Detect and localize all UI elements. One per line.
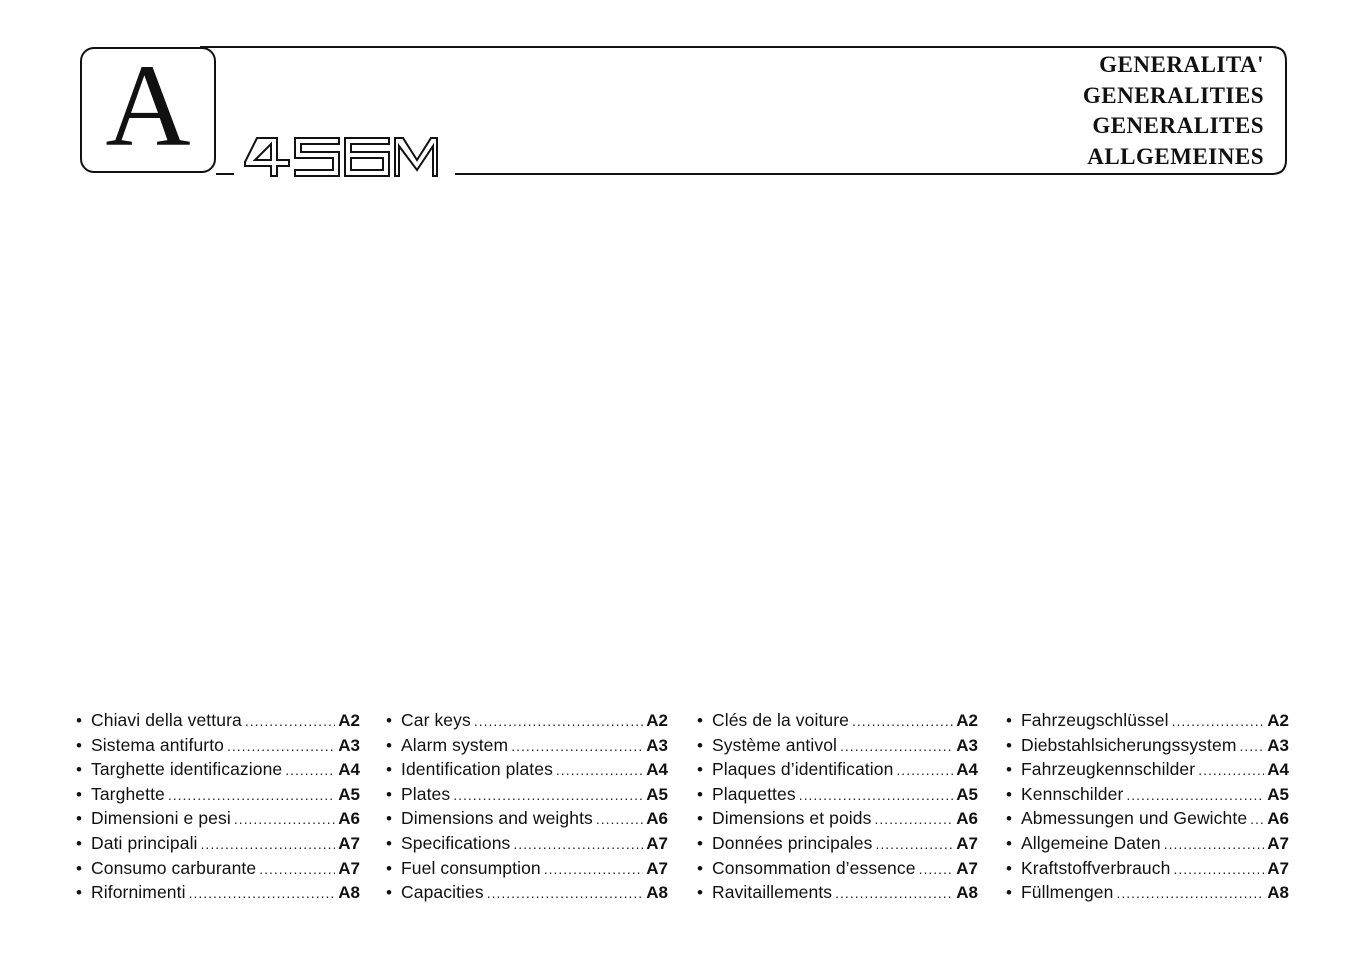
bullet-icon: • <box>386 809 392 829</box>
dot-leader <box>544 857 644 882</box>
toc-item-page-ref: A3 <box>646 735 668 755</box>
toc-item[interactable] <box>76 757 360 782</box>
bullet-icon: • <box>386 883 392 903</box>
title-en: GENERALITIES <box>1082 82 1264 108</box>
dot-leader <box>474 709 643 734</box>
bullet-icon: • <box>1006 784 1012 804</box>
toc-item[interactable] <box>1006 880 1289 905</box>
toc-item[interactable] <box>386 733 668 758</box>
toc-item-label: Fahrzeugkennschilder <box>1021 759 1196 780</box>
dot-leader <box>875 832 953 857</box>
toc-item-page-ref: A7 <box>956 833 978 853</box>
dot-leader <box>852 709 953 734</box>
dot-leader <box>1126 783 1264 808</box>
bullet-icon: • <box>386 760 392 780</box>
toc-item-label: Données principales <box>712 832 873 853</box>
toc-item-page-ref: A4 <box>956 760 978 780</box>
toc-item-label: Kraftstoffverbrauch <box>1021 857 1171 878</box>
toc-item-label: Consumo carburante <box>91 857 257 878</box>
toc-item[interactable] <box>1006 856 1289 881</box>
toc-item[interactable] <box>1006 733 1289 758</box>
dot-leader <box>1116 881 1264 906</box>
bullet-icon: • <box>697 784 703 804</box>
toc-item[interactable] <box>386 831 668 856</box>
toc-item-page-ref: A8 <box>1267 883 1289 903</box>
toc-item-label: Identification plates <box>401 759 553 780</box>
toc-item-label: Sistema antifurto <box>91 734 225 755</box>
toc-item-label: Diebstahlsicherungssystem <box>1021 734 1237 755</box>
dot-leader <box>511 734 643 759</box>
toc-column-fr <box>697 708 978 905</box>
toc-item[interactable] <box>1006 782 1289 807</box>
dot-leader <box>513 832 643 857</box>
dot-leader <box>259 857 335 882</box>
toc-item[interactable] <box>386 757 668 782</box>
toc-item-page-ref: A7 <box>338 858 360 878</box>
dot-leader <box>1164 832 1265 857</box>
toc-item-page-ref: A8 <box>338 883 360 903</box>
dot-leader <box>168 783 335 808</box>
toc-item[interactable] <box>697 806 978 831</box>
toc-item-page-ref: A7 <box>646 833 668 853</box>
toc-item-label: Plaquettes <box>712 783 796 804</box>
section-title-stack <box>1083 50 1264 172</box>
toc-item-page-ref: A4 <box>646 760 668 780</box>
model-logo <box>243 136 439 178</box>
toc-column-en <box>386 708 668 905</box>
bullet-icon: • <box>697 833 703 853</box>
toc-item[interactable] <box>697 757 978 782</box>
dot-leader <box>1173 857 1264 882</box>
toc-item-label: Dimensioni e pesi <box>91 808 231 829</box>
bullet-icon: • <box>697 858 703 878</box>
dot-leader <box>874 807 953 832</box>
toc-item-label: Dimensions and weights <box>401 808 593 829</box>
bullet-icon: • <box>1006 760 1012 780</box>
toc-item-label: Allgemeine Daten <box>1021 832 1161 853</box>
dot-leader <box>556 758 643 783</box>
toc-item[interactable] <box>386 782 668 807</box>
toc-item[interactable] <box>76 806 360 831</box>
toc-item-page-ref: A3 <box>956 735 978 755</box>
bullet-icon: • <box>386 784 392 804</box>
toc-item-page-ref: A6 <box>1267 809 1289 829</box>
bullet-icon: • <box>1006 711 1012 730</box>
section-letter: A <box>105 40 191 171</box>
dot-leader <box>487 881 644 906</box>
bullet-icon: • <box>76 711 82 730</box>
toc-item-page-ref: A3 <box>1267 735 1289 755</box>
bullet-icon: • <box>1006 809 1012 829</box>
toc-item-label: Plates <box>401 783 451 804</box>
bullet-icon: • <box>76 858 82 878</box>
toc-item-label: Targhette <box>91 783 165 804</box>
toc-item-label: Fuel consumption <box>401 857 541 878</box>
bullet-icon: • <box>76 784 82 804</box>
bullet-icon: • <box>76 809 82 829</box>
dot-leader <box>189 881 336 906</box>
dot-leader <box>245 709 335 734</box>
toc-item-page-ref: A2 <box>956 711 978 730</box>
toc-item-label: Clés de la voiture <box>712 710 850 730</box>
bullet-icon: • <box>697 883 703 903</box>
toc-item-label: Chiavi della vettura <box>91 710 242 730</box>
toc-item-page-ref: A5 <box>956 784 978 804</box>
title-it: GENERALITA' <box>1099 52 1264 77</box>
dot-leader <box>453 783 643 808</box>
toc-item-page-ref: A3 <box>338 735 360 755</box>
dot-leader <box>835 881 953 906</box>
toc-item-page-ref: A8 <box>956 883 978 903</box>
table-of-contents <box>76 708 1291 908</box>
toc-item-label: Specifications <box>401 832 511 853</box>
bullet-icon: • <box>1006 858 1012 878</box>
dot-leader <box>919 857 954 882</box>
toc-item-page-ref: A5 <box>646 784 668 804</box>
toc-item-label: Système antivol <box>712 734 838 755</box>
section-letter-box <box>80 40 216 173</box>
toc-item-page-ref: A8 <box>646 883 668 903</box>
toc-item-page-ref: A7 <box>1267 833 1289 853</box>
toc-item-page-ref: A7 <box>338 833 360 853</box>
dot-leader <box>1240 734 1265 759</box>
dot-leader <box>1198 758 1264 783</box>
toc-item-label: Car keys <box>401 710 471 730</box>
bullet-icon: • <box>386 833 392 853</box>
toc-item[interactable] <box>386 880 668 905</box>
toc-item[interactable] <box>1006 757 1289 782</box>
toc-item[interactable] <box>386 708 668 733</box>
toc-item-label: Targhette identificazione <box>91 759 283 780</box>
toc-item-page-ref: A6 <box>646 809 668 829</box>
toc-item-label: Dati principali <box>91 832 198 853</box>
toc-item-label: Consommation d’essence <box>712 857 916 878</box>
toc-item-label: Fahrzeugschlüssel <box>1021 710 1169 730</box>
toc-item-label: Abmessungen und Gewichte <box>1021 808 1248 829</box>
toc-item-page-ref: A7 <box>956 858 978 878</box>
bullet-icon: • <box>386 711 392 730</box>
bullet-icon: • <box>697 809 703 829</box>
bullet-icon: • <box>76 883 82 903</box>
toc-item[interactable] <box>76 856 360 881</box>
bullet-icon: • <box>76 833 82 853</box>
toc-item-page-ref: A2 <box>338 711 360 730</box>
toc-item[interactable] <box>1006 708 1289 733</box>
toc-item[interactable] <box>76 831 360 856</box>
dot-leader <box>227 734 335 759</box>
dot-leader <box>285 758 335 783</box>
toc-item[interactable] <box>76 782 360 807</box>
toc-item-label: Dimensions et poids <box>712 808 872 829</box>
toc-item-label: Ravitaillements <box>712 882 833 903</box>
toc-item-label: Rifornimenti <box>91 882 186 903</box>
bullet-icon: • <box>386 858 392 878</box>
toc-item[interactable] <box>697 880 978 905</box>
dot-leader <box>799 783 954 808</box>
toc-item-page-ref: A4 <box>338 760 360 780</box>
dot-leader <box>840 734 953 759</box>
toc-item[interactable] <box>76 733 360 758</box>
title-fr: GENERALITES <box>1092 113 1264 138</box>
toc-item-label: Alarm system <box>401 734 509 755</box>
toc-item[interactable] <box>697 856 978 881</box>
toc-item[interactable] <box>1006 806 1289 831</box>
bullet-icon: • <box>76 735 82 755</box>
dot-leader <box>201 832 336 857</box>
bullet-icon: • <box>76 760 82 780</box>
dot-leader <box>596 807 643 832</box>
bullet-icon: • <box>386 735 392 755</box>
toc-item[interactable] <box>697 831 978 856</box>
toc-item[interactable] <box>386 856 668 881</box>
bullet-icon: • <box>1006 833 1012 853</box>
toc-item[interactable] <box>697 733 978 758</box>
toc-item-page-ref: A5 <box>1267 784 1289 804</box>
toc-item[interactable] <box>76 880 360 905</box>
toc-item[interactable] <box>697 782 978 807</box>
toc-column-it <box>76 708 360 905</box>
bullet-icon: • <box>697 711 703 730</box>
toc-column-de <box>1006 708 1289 905</box>
toc-item[interactable] <box>697 708 978 733</box>
toc-item-page-ref: A7 <box>1267 858 1289 878</box>
toc-item-label: Plaques d’identification <box>712 759 894 780</box>
toc-item-label: Capacities <box>401 882 484 903</box>
toc-item[interactable] <box>386 806 668 831</box>
dot-leader <box>1250 807 1264 832</box>
bullet-icon: • <box>1006 883 1012 903</box>
toc-item-page-ref: A4 <box>1267 760 1289 780</box>
toc-item-page-ref: A7 <box>646 858 668 878</box>
toc-item-label: Füllmengen <box>1021 882 1114 903</box>
title-de: ALLGEMEINES <box>1087 143 1264 169</box>
dot-leader <box>1172 709 1265 734</box>
toc-item-page-ref: A2 <box>646 711 668 730</box>
toc-item-page-ref: A2 <box>1267 711 1289 730</box>
toc-item-page-ref: A6 <box>956 809 978 829</box>
bullet-icon: • <box>1006 735 1012 755</box>
dot-leader <box>896 758 953 783</box>
toc-item[interactable] <box>1006 831 1289 856</box>
dot-leader <box>234 807 335 832</box>
bullet-icon: • <box>697 735 703 755</box>
toc-item-label: Kennschilder <box>1021 783 1124 804</box>
bullet-icon: • <box>697 760 703 780</box>
toc-item-page-ref: A5 <box>338 784 360 804</box>
toc-item[interactable] <box>76 708 360 733</box>
toc-item-page-ref: A6 <box>338 809 360 829</box>
